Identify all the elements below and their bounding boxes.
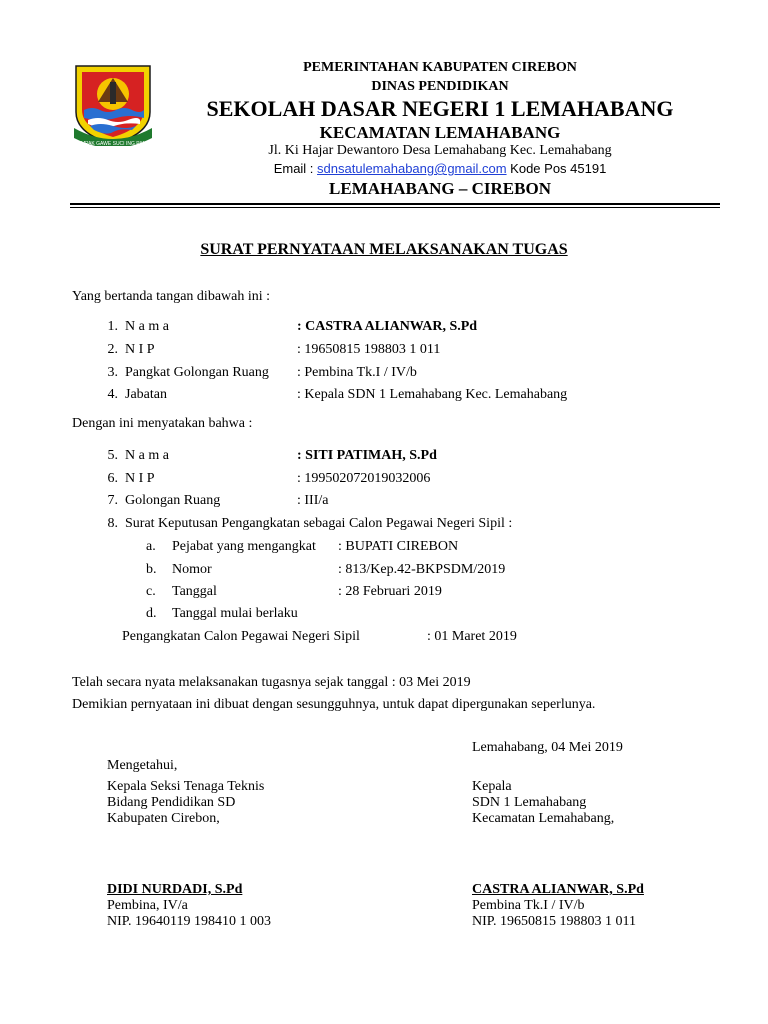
place-date: Lemahabang, 04 Mei 2019	[472, 740, 623, 755]
sub-label: Tanggal	[172, 584, 217, 599]
school-name: SEKOLAH DASAR NEGERI 1 LEMAHABANG	[206, 96, 674, 121]
left-role-line: Kepala Seksi Tenaga Teknis	[107, 779, 265, 794]
intro-signer: Yang bertanda tangan dibawah ini :	[72, 289, 271, 304]
letterhead-rule-thick	[70, 203, 720, 205]
sub-label: Pejabat yang mengangkat	[172, 539, 316, 554]
city-line: LEMAHABANG – CIREBON	[329, 179, 551, 198]
row-label: N I P	[125, 342, 155, 357]
address-line: Jl. Ki Hajar Dewantoro Desa Lemahabang Kec. Lemahabang	[268, 143, 612, 158]
row-number: 2.	[107, 342, 118, 357]
right-signer-nip: NIP. 19650815 198803 1 011	[472, 914, 636, 929]
row-label: N a m a	[125, 319, 169, 334]
sub-letter: c.	[146, 584, 156, 599]
row-number: 8.	[107, 516, 118, 531]
emblem-motto: RAMPAK GAWE SUCI ING PAMRIH	[74, 141, 156, 147]
department-line: DINAS PENDIDIKAN	[371, 79, 509, 94]
cpns-value: : 01 Maret 2019	[427, 629, 517, 644]
row-number: 7.	[107, 493, 118, 508]
left-role-line: Kabupaten Cirebon,	[107, 811, 220, 826]
row-value: : SITI PATIMAH, S.Pd	[297, 448, 437, 463]
statement-closing: Demikian pernyataan ini dibuat dengan sesungguhnya, untuk dapat dipergunakan seperlunya.	[72, 697, 596, 712]
row-value: : CASTRA ALIANWAR, S.Pd	[297, 319, 478, 334]
row-value: : Pembina Tk.I / IV/b	[297, 365, 417, 380]
sub-value: : 28 Februari 2019	[338, 584, 442, 599]
left-signer-name: DIDI NURDADI, S.Pd	[107, 882, 243, 897]
row-value: : Kepala SDN 1 Lemahabang Kec. Lemahabang	[297, 387, 568, 402]
cpns-label: Pengangkatan Calon Pegawai Negeri Sipil	[122, 629, 360, 644]
sub-value: : 813/Kep.42-BKPSDM/2019	[338, 562, 506, 577]
district-line: KECAMATAN LEMAHABANG	[319, 123, 561, 142]
row-number: 1.	[107, 319, 118, 334]
government-line: PEMERINTAHAN KABUPATEN CIREBON	[303, 60, 577, 75]
row-number: 6.	[107, 471, 118, 486]
row-label: Pangkat Golongan Ruang	[125, 365, 269, 380]
row-label: Jabatan	[125, 387, 167, 402]
right-role-line: Kecamatan Lemahabang,	[472, 811, 615, 826]
row-value: : 199502072019032006	[297, 471, 431, 486]
row-number: 4.	[107, 387, 118, 402]
row-number: 3.	[107, 365, 118, 380]
row-value: : 19650815 198803 1 011	[297, 342, 441, 357]
sub-letter: d.	[146, 606, 157, 621]
contact-line	[170, 161, 710, 176]
row-label: N a m a	[125, 448, 169, 463]
right-signer-name: CASTRA ALIANWAR, S.Pd	[472, 882, 644, 897]
document-title: SURAT PERNYATAAN MELAKSANAKAN TUGAS	[200, 241, 568, 258]
row-label: Golongan Ruang	[125, 493, 221, 508]
statement-start-date: Telah secara nyata melaksanakan tugasnya sejak tanggal : 03 Mei 2019	[72, 675, 471, 690]
right-role-line: SDN 1 Lemahabang	[472, 795, 587, 810]
sub-value: : BUPATI CIREBON	[338, 539, 459, 554]
row-label: N I P	[125, 471, 155, 486]
sub-letter: b.	[146, 562, 157, 577]
intro-subject: Dengan ini menyatakan bahwa :	[72, 416, 253, 431]
row-label: Surat Keputusan Pengangkatan sebagai Calon Pegawai Negeri Sipil :	[125, 516, 513, 531]
postal-code: Kode Pos 45191	[506, 161, 607, 176]
left-role-line: Bidang Pendidikan SD	[107, 795, 236, 810]
sub-letter: a.	[146, 539, 156, 554]
email-link[interactable]: sdnsatulemahabang@gmail.com	[317, 161, 507, 176]
right-signer-rank: Pembina Tk.I / IV/b	[472, 898, 585, 913]
right-role-line: Kepala	[472, 779, 512, 794]
letterhead-rule-thin	[70, 207, 720, 208]
sub-label: Tanggal mulai berlaku	[172, 606, 298, 621]
sub-label: Nomor	[172, 562, 212, 577]
row-value: : III/a	[297, 493, 329, 508]
left-signer-nip: NIP. 19640119 198410 1 003	[107, 914, 271, 929]
email-label: Email :	[273, 161, 318, 176]
row-number: 5.	[107, 448, 118, 463]
left-signer-rank: Pembina, IV/a	[107, 898, 188, 913]
acknowledged-label: Mengetahui,	[107, 758, 178, 773]
cirebon-regency-emblem	[70, 60, 156, 146]
